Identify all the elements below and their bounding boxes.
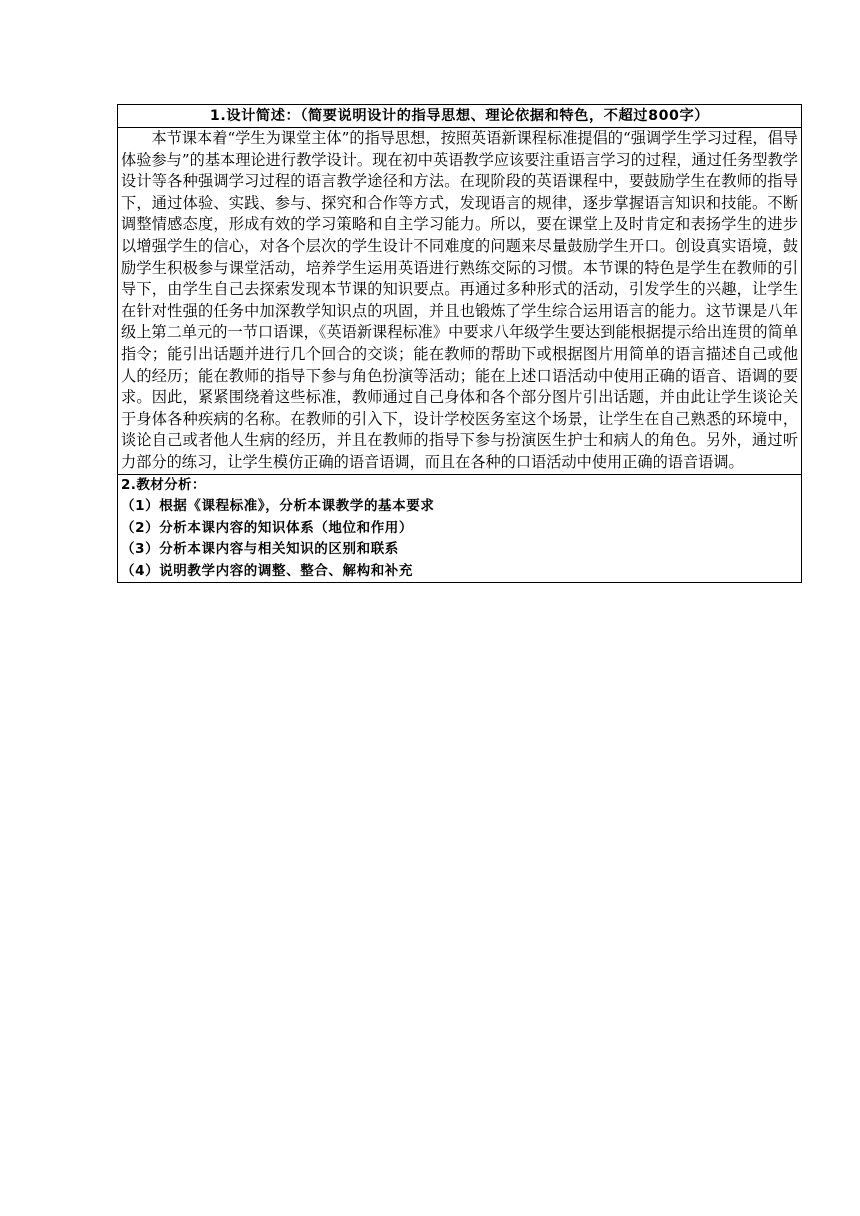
textbook-analysis-cell — [118, 474, 802, 583]
design-summary-header-row — [118, 105, 802, 128]
lesson-design-table — [117, 104, 802, 583]
design-summary-heading: 1.设计简述：（简要说明设计的指导思想、理论依据和特色，不超过800字） — [118, 105, 802, 128]
textbook-analysis-row — [118, 474, 802, 583]
analysis-item-1: （1）根据《课程标准》，分析本课教学的基本要求 — [121, 498, 435, 514]
textbook-analysis-heading: 2.教材分析： — [121, 476, 206, 493]
analysis-item-2: （2）分析本课内容的知识体系（地位和作用） — [121, 519, 413, 536]
analysis-item-3: （3）分析本课内容与相关知识的区别和联系 — [121, 541, 399, 557]
analysis-item-4: （4）说明教学内容的调整、整合、解构和补充 — [121, 562, 413, 579]
analysis-item-list — [121, 496, 798, 582]
design-summary-text: 本节课本着“学生为课堂主体”的指导思想，按照英语新课程标准提倡的“强调学生学习过程，倡导体验参与”的基本理论进行教学设计。现在初中英语教学应该要注重语言学习的过程，通过任务型教学设计等各种强调学习过程的语言教学途径和方法。在现阶段的英语课程中，要鼓励学生在教师的指导下，通过体验、实践、参与、探究和合作等方式，发现语言的规律，逐步掌握语言知识和技能。不断调整情感态度，形成有效的学习策略和自主学习能力。所以，要在课堂上及时肯定和表扬学生的进步以增强学生的信心，对各个层次的学生设计不同难度的问题来尽量鼓励学生开口。创设真实语境，鼓励学生积极参与课堂活动，培养学生运用英语进行熟练交际的习惯。本节课的特色是学生在教师的引导下，由学生自己去探索发现本节课的知识要点。再通过多种形式的活动，引发学生的兴趣，让学生在针对性强的任务中加深教学知识点的巩固，并且也锻炼了学生综合运用语言的能力。这节课是八年级上第二单元的一节口语课，《英语新课程标准》中要求八年级学生要达到能根据提示给出连贯的简单指令；能引出话题并进行几个回合的交谈；能在教师的帮助下或根据图片用简单的语言描述自己或他人的经历；能在教师的指导下参与角色扮演等活动；能在上述口语活动中使用正确的语音、语调的要求。因此，紧紧围绕着这些标准，教师通过自己身体和各个部分图片引出话题，并由此让学生谈论关于身体各种疾病的名称。在教师的引入下，设计学校医务室这个场景，让学生在自己熟悉的环境中，谈论自己或者他人生病的经历，并且在教师的指导下参与扮演医生护士和病人的角色。另外，通过听力部分的练习，让学生模仿正确的语音语调，而且在各种的口语活动中使用正确的语音语调。 — [121, 129, 798, 471]
design-summary-cell — [118, 128, 802, 475]
design-summary-body-row — [118, 128, 802, 475]
